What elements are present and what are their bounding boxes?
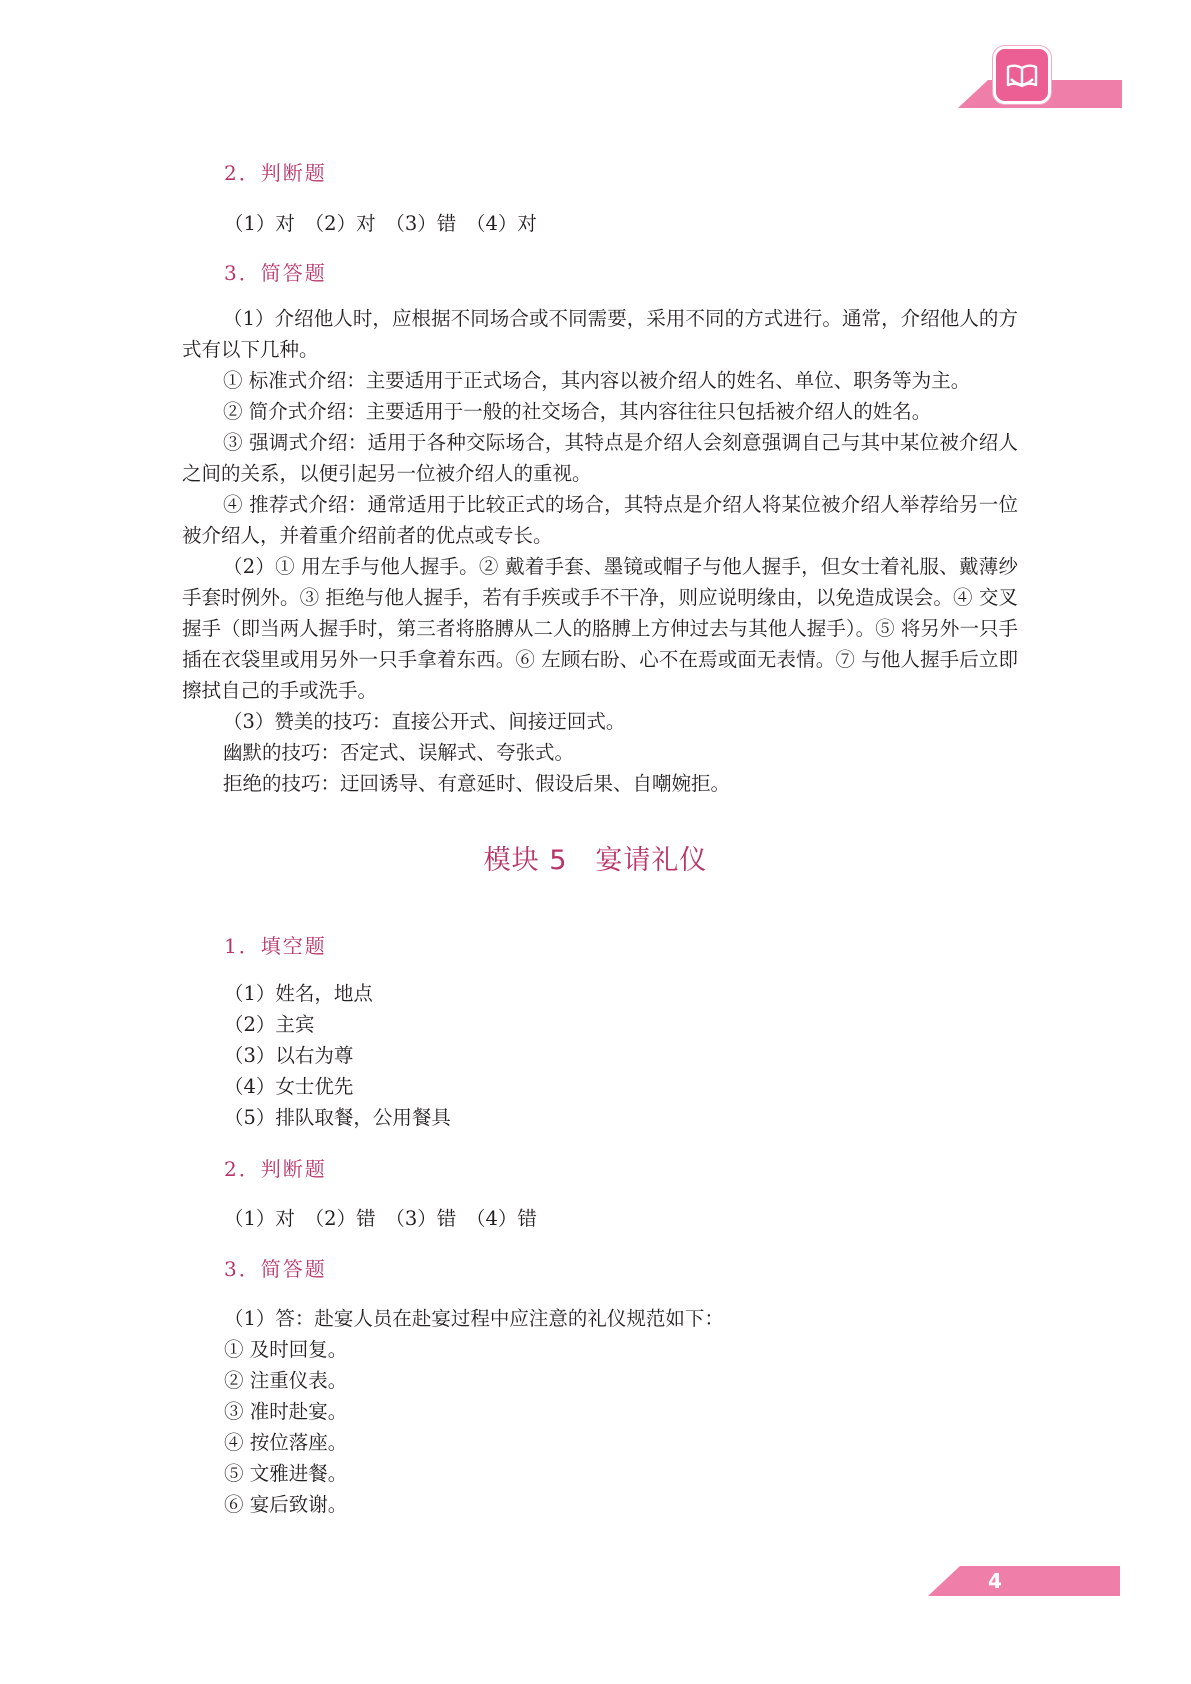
module-label: 模块 5: [483, 845, 568, 876]
q2-answer-a: （2）① 用左手与他人握手。② 戴着手套、墨镜或帽子与他人握手，但女士着礼服、戴薄纱手套时例外。③ 拒绝与他人握手，若有手疾或手不干净，则应说明缘由，以免造成误会。④ 交叉握手（即当两人握手时，第三者将胳膊从二人的胳膊上方伸过去与其他人握手）。⑤ 将另外一只手插在衣袋里或用另外一只手拿着东西。⑥ 左顾右盼、心不在焉或面无表情。⑦ 与他人握手后立即擦拭自己的手或洗手。: [182, 555, 1018, 702]
q1-item-b: ① 及时回复。: [224, 1338, 348, 1361]
fill-heading-b: 1．填空题: [224, 934, 327, 958]
q1-item: ② 简介式介绍：主要适用于一般的社交场合，其内容往往只包括被介绍人的姓名。: [223, 400, 932, 423]
q1-item-b: ⑤ 文雅进餐。: [224, 1462, 348, 1485]
short-answer-body-a: [182, 303, 1018, 799]
fill-answer: （2）主宾: [224, 1013, 315, 1036]
judge-heading-a: 2．判断题: [224, 161, 327, 185]
q3-line: 拒绝的技巧：迂回诱导、有意延时、假设后果、自嘲婉拒。: [223, 772, 731, 795]
fill-answer: （5）排队取餐，公用餐具: [224, 1106, 451, 1129]
fill-answer: （1）姓名，地点: [224, 982, 373, 1005]
q1-item-b: ④ 按位落座。: [224, 1431, 348, 1454]
judge-answers-b: （1）对 （2）错 （3）错 （4）错: [224, 1207, 537, 1230]
module-title: [0, 838, 1191, 877]
fill-answer: （4）女士优先: [224, 1075, 354, 1098]
q1-item-b: ② 注重仪表。: [224, 1369, 348, 1392]
q1-intro-a: （1）介绍他人时，应根据不同场合或不同需要，采用不同的方式进行。通常，介绍他人的方式有以下几种。: [182, 307, 1018, 361]
q1-intro-b: （1）答：赴宴人员在赴宴过程中应注意的礼仪规范如下：: [224, 1307, 724, 1330]
q1-item: ④ 推荐式介绍：通常适用于比较正式的场合，其特点是介绍人将某位被介绍人举荐给另一位被介绍人，并着重介绍前者的优点或专长。: [182, 493, 1018, 547]
q1-item: ① 标准式介绍：主要适用于正式场合，其内容以被介绍人的姓名、单位、职务等为主。: [223, 369, 971, 392]
q1-item: ③ 强调式介绍：适用于各种交际场合，其特点是介绍人会刻意强调自己与其中某位被介绍人之间的关系，以便引起另一位被介绍人的重视。: [182, 431, 1018, 485]
page-number: 4: [988, 1569, 1002, 1593]
open-book-icon: [993, 46, 1051, 104]
judge-answers-a: （1）对 （2）对 （3）错 （4）对: [224, 212, 537, 235]
short-answer-heading-b: 3．简答题: [224, 1257, 327, 1281]
judge-heading-b: 2．判断题: [224, 1157, 327, 1181]
q3-line: （3）赞美的技巧：直接公开式、间接迂回式。: [223, 710, 626, 733]
fill-answer: （3）以右为尊: [224, 1044, 354, 1067]
short-answer-heading-a: 3．简答题: [224, 261, 327, 285]
module-name: 宴请礼仪: [595, 845, 708, 876]
q1-item-b: ③ 准时赴宴。: [224, 1400, 348, 1423]
q1-item-b: ⑥ 宴后致谢。: [224, 1493, 348, 1516]
footer-band: [928, 1566, 1120, 1596]
q3-line: 幽默的技巧：否定式、误解式、夸张式。: [223, 741, 575, 764]
